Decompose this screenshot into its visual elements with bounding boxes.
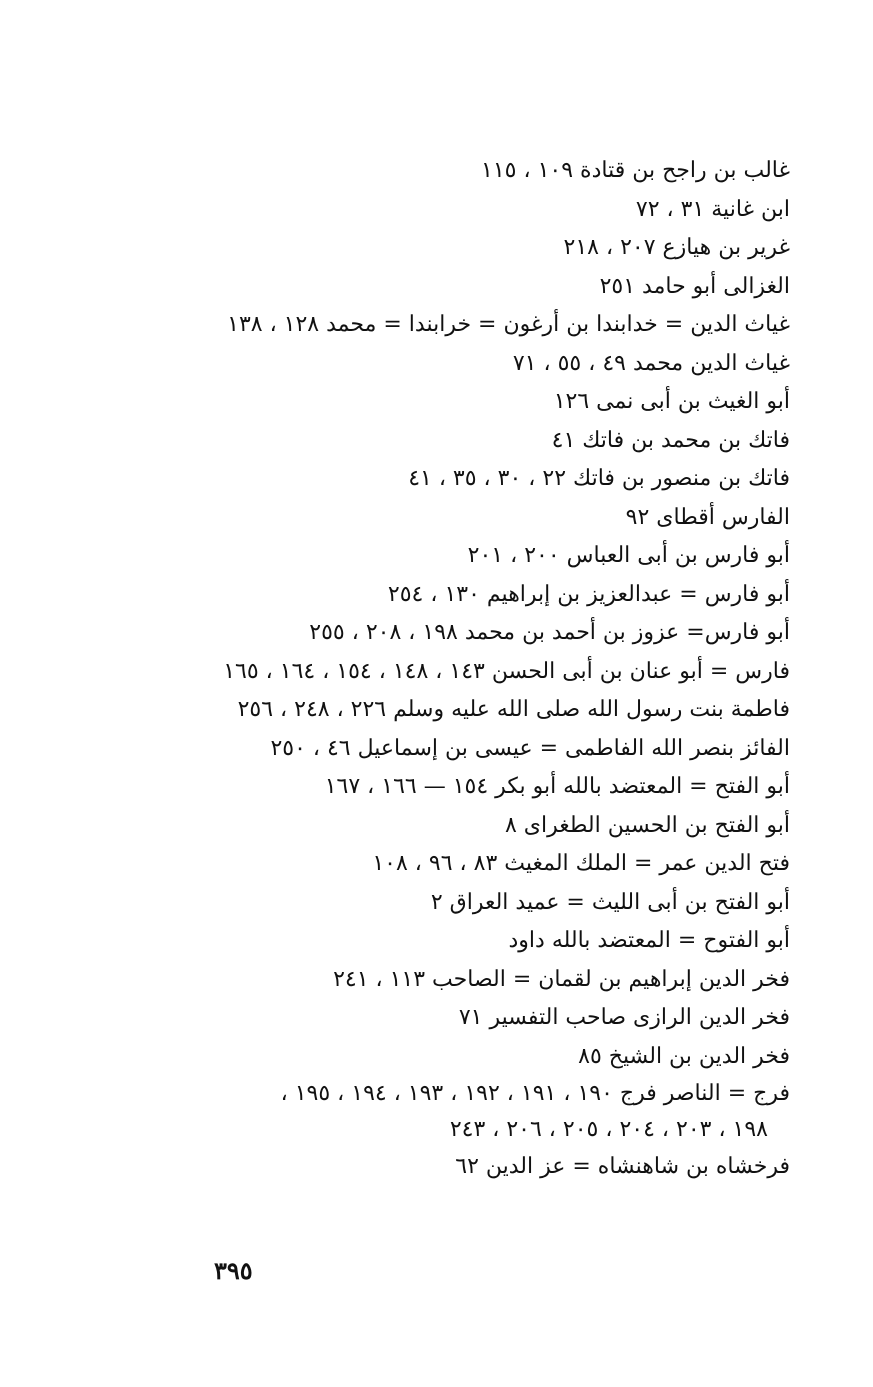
index-entry: فخر الدين بن الشيخ ٨٥ bbox=[578, 1043, 790, 1069]
index-entry: ابن غانية ٣١ ، ٧٢ bbox=[635, 196, 790, 222]
index-entry: غرير بن هيازع ٢٠٧ ، ٢١٨ bbox=[563, 235, 790, 260]
index-entry: فاطمة بنت رسول الله صلى الله عليه وسلم ٢٢٦ ، ٢٤٨ ، ٢٥٦ bbox=[237, 697, 790, 722]
index-entry: أبو الفتح بن الحسين الطغراى ٨ bbox=[504, 812, 790, 838]
index-entry: أبو فارس = عبدالعزيز بن إبراهيم ١٣٠ ، ٢٥٤ bbox=[387, 581, 790, 607]
index-entry: أبو فارس بن أبى العباس ٢٠٠ ، ٢٠١ bbox=[467, 543, 790, 568]
index-entry: فخر الدين إبراهيم بن لقمان = الصاحب ١١٣ ، ٢٤١ bbox=[333, 966, 790, 992]
index-entry: فتح الدين عمر = الملك المغيث ٨٣ ، ٩٦ ، ١٠٨ bbox=[372, 851, 790, 876]
index-entry: فاتك بن محمد بن فاتك ٤١ bbox=[551, 427, 790, 453]
index-list bbox=[150, 152, 790, 1187]
page-number: ٣٩٥ bbox=[214, 1256, 253, 1285]
index-entry: الفائز بنصر الله الفاطمى = عيسى بن إسماعيل ٤٦ ، ٢٥٠ bbox=[270, 735, 790, 761]
index-entry-multiline bbox=[150, 1076, 790, 1148]
index-entry: أبو الفتح بن أبى الليث = عميد العراق ٢ bbox=[430, 889, 790, 915]
index-entry-line-2: ١٩٨ ، ٢٠٣ ، ٢٠٤ ، ٢٠٥ ، ٢٠٦ ، ٢٤٣ bbox=[449, 1117, 768, 1142]
index-entry-line-1: فرج = الناصر فرج ١٩٠ ، ١٩١ ، ١٩٢ ، ١٩٣ ، ١٩٤ ، ١٩٥ ، bbox=[280, 1081, 790, 1106]
index-entry: فاتك بن منصور بن فاتك ٢٢ ، ٣٠ ، ٣٥ ، ٤١ bbox=[408, 466, 790, 491]
index-entry: أبو فارس= عزوز بن أحمد بن محمد ١٩٨ ، ٢٠٨ ، ٢٥٥ bbox=[309, 620, 790, 645]
index-entry: أبو الفتح = المعتضد بالله أبو بكر ١٥٤ — ١٦٦ ، ١٦٧ bbox=[324, 774, 790, 799]
index-entry: فخر الدين الرازى صاحب التفسير ٧١ bbox=[458, 1005, 790, 1030]
index-entry: أبو الفتوح = المعتضد بالله داود bbox=[508, 928, 790, 953]
index-entry: الفارس أقطاى ٩٢ bbox=[625, 504, 790, 530]
index-entry: غياث الدين = خدابندا بن أرغون = خرابندا = محمد ١٢٨ ، ١٣٨ bbox=[227, 312, 790, 337]
index-entry: الغزالى أبو حامد ٢٥١ bbox=[599, 273, 790, 299]
index-entry: غالب بن راجح بن قتادة ١٠٩ ، ١١٥ bbox=[481, 158, 790, 183]
index-entry: غياث الدين محمد ٤٩ ، ٥٥ ، ٧١ bbox=[512, 350, 790, 376]
index-entry: فارس = أبو عنان بن أبى الحسن ١٤٣ ، ١٤٨ ، ١٥٤ ، ١٦٤ ، ١٦٥ bbox=[223, 658, 790, 684]
index-entry: أبو الغيث بن أبى نمى ١٢٦ bbox=[553, 389, 790, 414]
index-entry: فرخشاه بن شاهنشاه = عز الدين ٦٢ bbox=[455, 1154, 790, 1179]
